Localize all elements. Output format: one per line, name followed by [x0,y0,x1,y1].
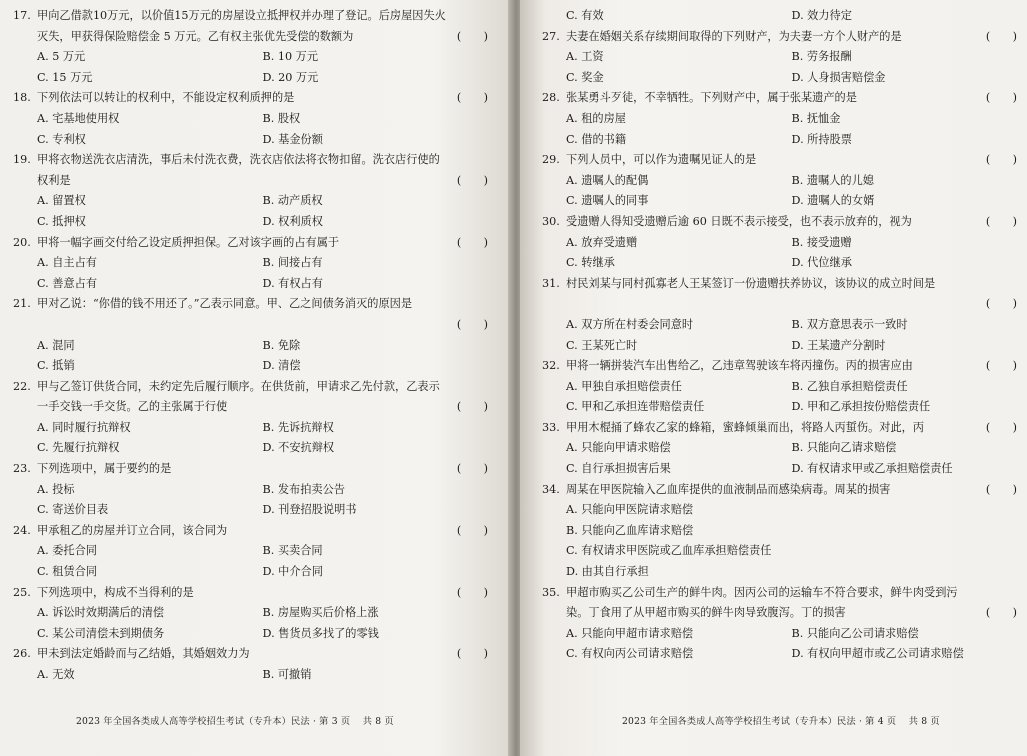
question-29 [542,150,1017,212]
option-a: A. 租的房屋 [566,111,626,125]
option-d: D. 效力待定 [791,9,852,22]
option-b: B. 买卖合同 [262,544,323,558]
question-stem: 甲向乙借款10万元，以价值15万元的房屋设立抵押权并办理了登记。后房屋因失火灭失，甲获得保险赔偿金 5 万元。乙有权主张优先受偿的数额为 [37,9,446,43]
option-a: A. 留置权 [37,194,86,208]
answer-parentheses: ( ) [456,91,488,105]
question-stem: 下列选项中，构成不当得利的是 [37,585,194,599]
answer-parentheses: ( ) [985,482,1017,496]
question-number: 18. [13,91,31,105]
option-a: A. 只能向甲请求赔偿 [566,441,671,455]
question-18 [13,88,488,150]
question-number: 26. [13,647,31,661]
question-stem: 甲承租乙的房屋并订立合同，该合同为 [37,523,228,537]
question-number: 30. [542,214,560,228]
option-d: D. 甲和乙承担按份赔偿责任 [791,400,931,414]
option-b: B. 动产质权 [262,194,323,208]
question-23 [13,459,488,521]
option-d: D. 遗嘱人的女婿 [791,194,875,208]
option-d: D. 王某遗产分割时 [791,338,886,352]
question-number: 33. [542,420,560,434]
option-b: B. 10 万元 [262,50,319,64]
option-b: B. 乙独自承担赔偿责任 [791,379,908,393]
question-number: 34. [542,482,560,496]
option-a: A. 宅基地使用权 [37,111,120,125]
option-b: B. 只能向乙请求赔偿 [791,441,897,455]
answer-parentheses: ( ) [456,317,488,331]
option-c: C. 专利权 [37,132,86,146]
answer-parentheses: ( ) [985,297,1017,311]
option-a: A. 工资 [566,50,604,64]
option-d: D. 有权占有 [262,276,323,290]
option-c: C. 某公司清偿未到期债务 [37,626,165,640]
option-b: B. 只能向乙血库请求赔偿 [566,523,694,537]
option-d: D. 有权请求甲或乙承担赔偿责任 [791,462,953,476]
question-stem: 受遗赠人得知受遗赠后逾 60 日既不表示接受，也不表示放弃的，视为 [566,214,912,228]
answer-parentheses: ( ) [456,523,488,537]
question-number: 28. [542,91,560,105]
option-c: C. 先履行抗辩权 [37,441,120,455]
question-number: 27. [542,29,560,43]
option-b: B. 免除 [262,338,301,352]
answer-parentheses: ( ) [985,359,1017,373]
answer-parentheses: ( ) [985,214,1017,228]
option-a: A. 同时履行抗辩权 [37,420,131,434]
question-number: 35. [542,585,560,599]
option-d: D. 20 万元 [262,70,319,84]
question-28 [542,88,1017,150]
option-d: D. 权利质权 [262,214,323,228]
question-24 [13,521,488,583]
option-c: C. 有权请求甲医院或乙血库承担赔偿责任 [566,544,772,558]
option-a: A. 混同 [37,338,75,352]
option-d: D. 有权向甲超市或乙公司请求赔偿 [791,647,964,661]
option-b: B. 先诉抗辩权 [262,420,334,434]
question-stem: 张某勇斗歹徒，不幸牺牲。下列财产中，属于张某遗产的是 [566,91,857,105]
question-21 [13,294,488,376]
question-number: 23. [13,462,31,476]
option-c: C. 王某死亡时 [566,338,638,352]
page-footer: 2023 年全国各类成人高等学校招生考试（专升本）民法 · 第 4 页 共 8 页 [622,716,940,727]
option-d: D. 刊登招股说明书 [262,503,357,517]
question-34 [542,480,1017,583]
question-stem: 甲将衣物送洗衣店清洗，事后未付洗衣费，洗衣店依法将衣物扣留。洗衣店行使的权利是 [37,153,440,187]
question-stem: 甲将一幅字画交付给乙设定质押担保。乙对该字画的占有属于 [37,235,340,249]
question-stem: 甲用木棍捅了蜂农乙家的蜂箱，蜜蜂倾巢而出，将路人丙蜇伤。对此，丙 [566,420,925,434]
question-number: 24. [13,523,31,537]
question-33 [542,418,1017,480]
option-a: A. 甲独自承担赔偿责任 [566,379,682,393]
option-b: B. 发布拍卖公告 [262,482,345,496]
question-26-continued [566,6,1017,27]
question-stem: 下列依法可以转让的权利中，不能设定权利质押的是 [37,91,295,105]
question-stem: 甲将一辆拼装汽车出售给乙，乙违章驾驶该车将丙撞伤。丙的损害应由 [566,359,913,373]
question-19 [13,150,488,232]
option-b: B. 可撤销 [262,668,312,681]
answer-parentheses: ( ) [985,29,1017,43]
question-35 [542,583,1017,665]
option-d: D. 所持股票 [791,132,852,146]
answer-parentheses: ( ) [456,29,488,43]
exam-page-4 [520,0,1027,756]
option-c: C. 抵押权 [37,214,86,228]
answer-parentheses: ( ) [985,420,1017,434]
question-stem: 下列人员中，可以作为遗嘱见证人的是 [566,153,757,167]
option-a: A. 自主占有 [37,256,97,270]
answer-parentheses: ( ) [456,585,488,599]
option-c: C. 寄送价目表 [37,503,109,517]
option-c: C. 借的书籍 [566,132,627,146]
question-25 [13,583,488,645]
option-c: C. 有效 [566,9,604,22]
option-c: C. 奖金 [566,70,604,84]
question-number: 17. [13,9,31,22]
answer-parentheses: ( ) [456,647,488,661]
question-17 [13,6,488,88]
question-32 [542,356,1017,418]
question-number: 20. [13,235,31,249]
answer-parentheses: ( ) [985,153,1017,167]
question-22 [13,377,488,459]
option-b: B. 抚恤金 [791,111,841,125]
answer-parentheses: ( ) [456,173,488,187]
option-a: A. 5 万元 [37,50,86,64]
option-b: B. 房屋购买后价格上涨 [262,606,379,620]
question-30 [542,212,1017,274]
option-c: C. 转继承 [566,256,615,270]
answer-parentheses: ( ) [985,91,1017,105]
question-20 [13,233,488,295]
option-c: C. 有权向丙公司请求赔偿 [566,647,694,661]
option-d: D. 中介合同 [262,565,323,579]
option-a: A. 双方所在村委会同意时 [566,317,694,331]
option-b: B. 劳务报酬 [791,50,852,64]
question-number: 21. [13,297,31,311]
question-stem: 甲超市购买乙公司生产的鲜牛肉。因丙公司的运输车不符合要求，鲜牛肉受到污染。丁食用了从甲超市购买的鲜牛肉导致腹泻。丁的损害 [566,585,958,620]
option-a: A. 诉讼时效期满后的清偿 [37,606,165,620]
option-b: B. 间接占有 [262,256,323,270]
option-a: A. 只能向甲医院请求赔偿 [566,503,694,517]
option-c: C. 甲和乙承担连带赔偿责任 [566,400,705,414]
option-b: B. 股权 [262,111,301,125]
option-d: D. 基金份额 [262,132,323,146]
option-b: B. 双方意思表示一致时 [791,317,908,331]
question-number: 32. [542,359,560,373]
option-b: B. 只能向乙公司请求赔偿 [791,626,919,640]
answer-parentheses: ( ) [985,606,1017,620]
answer-parentheses: ( ) [456,235,488,249]
question-stem: 甲对乙说：“你借的钱不用还了。”乙表示同意。甲、乙之间债务消灭的原因是 [37,297,413,311]
question-number: 29. [542,153,560,167]
question-stem: 下列选项中，属于要约的是 [37,462,172,476]
answer-parentheses: ( ) [456,462,488,476]
question-stem: 甲与乙签订供货合同，未约定先后履行顺序。在供货前，甲请求乙先付款，乙表示一手交钱一手交货。乙的主张属于行使 [37,379,440,414]
option-d: D. 不安抗辩权 [262,441,335,455]
question-stem: 夫妻在婚姻关系存续期间取得的下列财产，为夫妻一方个人财产的是 [566,29,902,43]
option-b: B. 遗嘱人的儿媳 [791,173,874,187]
question-stem: 村民刘某与同村孤寡老人王某签订一份遗赠扶养协议，该协议的成立时间是 [566,276,936,290]
question-stem: 甲未到法定婚龄而与乙结婚，其婚姻效力为 [37,647,250,661]
question-31 [542,274,1017,356]
option-d: D. 售货员多找了的零钱 [262,626,379,640]
option-c: C. 自行承担损害后果 [566,462,671,476]
answer-parentheses: ( ) [456,400,488,414]
option-c: C. 善意占有 [37,276,98,290]
option-c: C. 抵销 [37,359,75,373]
question-number: 25. [13,585,31,599]
question-number: 31. [542,276,560,290]
option-c: C. 遗嘱人的同事 [566,194,649,208]
option-b: B. 接受遗赠 [791,235,852,249]
question-stem: 周某在甲医院输入乙血库提供的血液制品而感染病毒。周某的损害 [566,482,891,496]
question-number: 19. [13,153,31,167]
question-27 [542,27,1017,89]
page-footer: 2023 年全国各类成人高等学校招生考试（专升本）民法 · 第 3 页 共 8 页 [76,716,394,727]
option-d: D. 清偿 [262,359,301,373]
option-c: C. 租赁合同 [37,565,98,579]
option-a: A. 放弃受遗赠 [566,235,638,249]
option-a: A. 无效 [37,668,75,681]
option-a: A. 只能向甲超市请求赔偿 [566,626,694,640]
option-a: A. 委托合同 [37,544,97,558]
option-d: D. 代位继承 [791,256,852,270]
question-26 [13,644,488,685]
option-c: C. 15 万元 [37,70,93,84]
option-a: A. 遗嘱人的配偶 [566,173,649,187]
question-number: 22. [13,379,31,393]
option-d: D. 人身损害赔偿金 [791,70,886,84]
option-d: D. 由其自行承担 [566,565,649,579]
exam-page-3 [0,0,512,756]
option-a: A. 投标 [37,482,75,496]
